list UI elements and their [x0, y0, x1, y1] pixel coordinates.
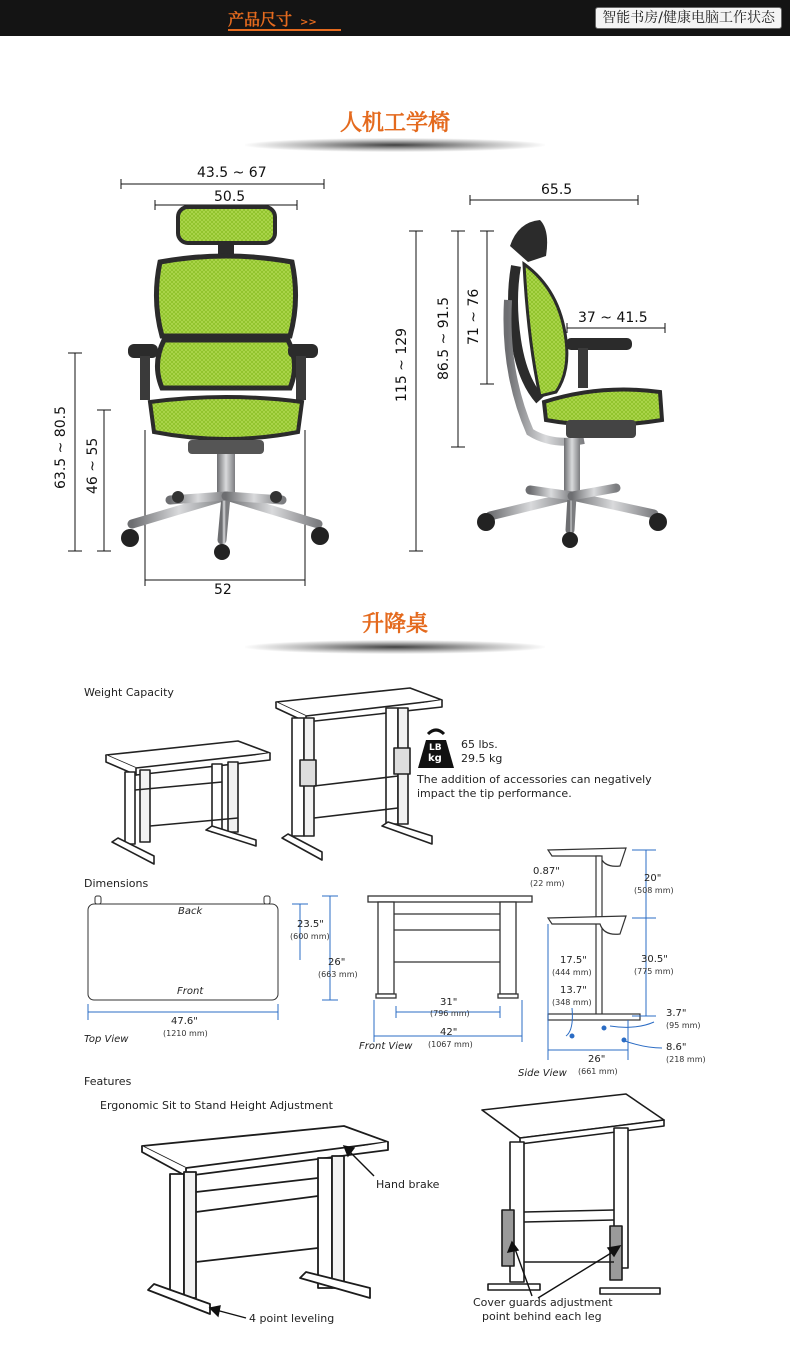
- side-h: 8.6": [666, 1042, 687, 1053]
- top-view-d1-mm: (600 mm): [290, 932, 330, 941]
- front-view-caption: Front View: [359, 1041, 413, 1052]
- side-c-mm: (444 mm): [552, 968, 592, 977]
- features-subheading: Ergonomic Sit to Stand Height Adjustment: [100, 1099, 333, 1112]
- side-e-mm: (348 mm): [552, 998, 592, 1007]
- top-view-caption: Top View: [84, 1034, 129, 1045]
- hand-brake-label: Hand brake: [376, 1178, 440, 1191]
- feature-desk-illustration: [142, 1126, 388, 1314]
- side-h-mm: (218 mm): [666, 1055, 706, 1064]
- side-c: 17.5": [560, 955, 587, 966]
- side-g: 26": [588, 1054, 606, 1065]
- side-d: 30.5": [641, 954, 668, 965]
- dim-overall-width: 43.5 ~ 67: [197, 165, 267, 181]
- top-view-w: 47.6": [171, 1016, 198, 1027]
- side-b: 20": [644, 873, 662, 884]
- features-heading: Features: [84, 1075, 132, 1088]
- top-view-d2: 26": [328, 957, 346, 968]
- weight-heading: Weight Capacity: [84, 686, 174, 699]
- side-b-mm: (508 mm): [634, 886, 674, 895]
- front-chair-illustration: [121, 207, 329, 560]
- dim-depth: 65.5: [541, 182, 573, 198]
- weight-note-1: The addition of accessories can negatively: [417, 773, 652, 786]
- top-view-front: Front: [177, 986, 204, 997]
- front-view-w2: 42": [440, 1027, 458, 1038]
- chair-section-title: 人机工学椅: [339, 111, 450, 136]
- front-view-w1: 31": [440, 997, 458, 1008]
- top-view-d2-mm: (663 mm): [318, 970, 358, 979]
- cover-guard-illustration: [482, 1094, 664, 1294]
- front-view-w2-mm: (1067 mm): [428, 1040, 473, 1049]
- cover-guard-label-1: Cover guards adjustment: [473, 1296, 613, 1309]
- side-d-mm: (775 mm): [634, 967, 674, 976]
- weight-lbs: 65 lbs.: [461, 738, 498, 751]
- side-f: 3.7": [666, 1008, 687, 1019]
- weight-kg: 29.5 kg: [461, 752, 503, 765]
- desk-title-shadow: [245, 640, 545, 654]
- top-view-back: Back: [178, 906, 203, 917]
- weight-note-2: impact the tip performance.: [417, 787, 572, 800]
- category-badge: 智能书房/健康电脑工作状态: [595, 7, 782, 29]
- dim-arm-depth: 37 ~ 41.5: [578, 310, 648, 326]
- leveling-label: 4 point leveling: [249, 1312, 335, 1325]
- dim-base-width: 52: [214, 582, 232, 598]
- dimensions-heading: Dimensions: [84, 877, 149, 890]
- weight-desks: [106, 688, 442, 864]
- dim-seat-height-total: 63.5 ~ 80.5: [53, 406, 69, 489]
- dim-headrest-width: 50.5: [214, 189, 246, 205]
- desk-section-title: 升降桌: [361, 612, 428, 637]
- top-view-diagram: [88, 896, 338, 1020]
- side-g-mm: (661 mm): [578, 1067, 618, 1076]
- tab-label: 产品尺寸: [228, 10, 293, 29]
- cover-guard-label-2: point behind each leg: [482, 1310, 602, 1323]
- front-view-w1-mm: (796 mm): [430, 1009, 470, 1018]
- dim-back-height: 86.5 ~ 91.5: [436, 297, 452, 380]
- weight-icon-kg: kg: [428, 753, 442, 764]
- side-e: 13.7": [560, 985, 587, 996]
- tab-arrows: >>: [300, 17, 317, 28]
- dim-back-height-inner: 71 ~ 76: [466, 288, 482, 345]
- side-chair-illustration: [477, 220, 667, 548]
- side-a-mm: (22 mm): [530, 879, 565, 888]
- side-view-caption: Side View: [518, 1068, 567, 1079]
- front-view-diagram: [368, 896, 532, 998]
- dim-total-height: 115 ~ 129: [394, 327, 410, 402]
- side-a: 0.87": [533, 866, 560, 877]
- weight-icon-lb: LB: [429, 743, 442, 753]
- dim-seat-height: 46 ~ 55: [85, 437, 101, 494]
- top-view-d1: 23.5": [297, 919, 324, 930]
- top-view-w-mm: (1210 mm): [163, 1029, 208, 1038]
- side-f-mm: (95 mm): [666, 1021, 701, 1030]
